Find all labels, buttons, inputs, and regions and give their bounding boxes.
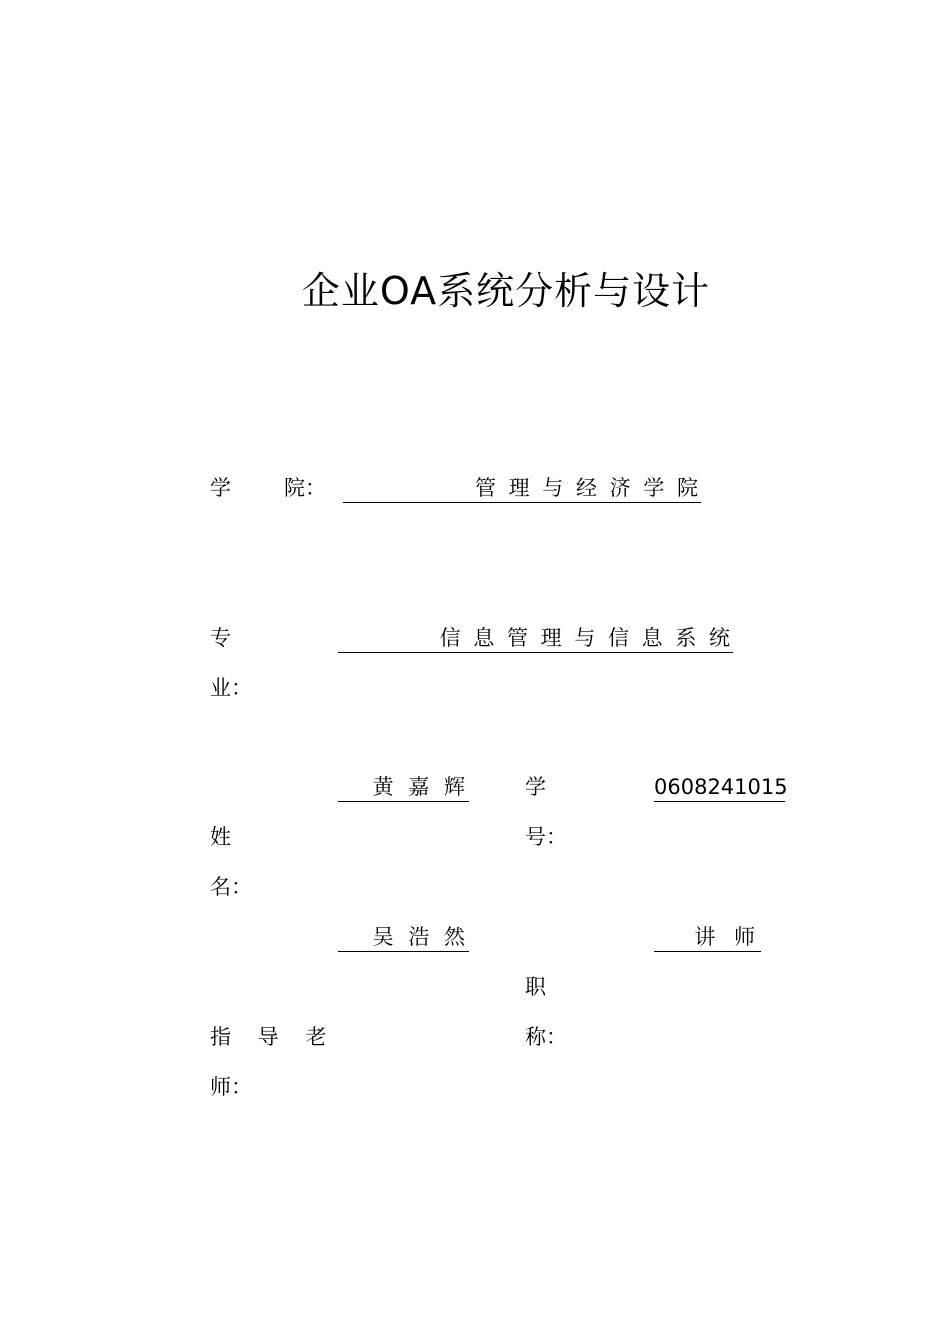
student-id-value-text: 0608241015 bbox=[654, 775, 788, 799]
name-value-text: 黄 嘉 辉 bbox=[372, 775, 469, 799]
student-id-label-char: 学 bbox=[525, 775, 546, 799]
college-label-suffix: 院： bbox=[284, 476, 326, 500]
name-label-char: 姓 bbox=[210, 825, 231, 849]
document-title: 企业OA系统分析与设计 bbox=[301, 269, 711, 313]
college-value bbox=[343, 478, 701, 503]
advisor-value-text: 吴 浩 然 bbox=[372, 925, 469, 949]
name-label-suffix: 名： bbox=[210, 875, 252, 899]
title-rank-label-char: 职 bbox=[525, 975, 546, 999]
major-value-text: 信 息 管 理 与 信 息 系 统 bbox=[439, 626, 733, 650]
advisor-label-suffix: 师： bbox=[210, 1075, 252, 1099]
title-rank-value-text: 讲 师 bbox=[694, 925, 761, 949]
major-label-suffix: 业： bbox=[210, 676, 252, 700]
name-value bbox=[338, 777, 469, 802]
title-rank-value bbox=[654, 927, 761, 952]
college-value-text: 管 理 与 经 济 学 院 bbox=[474, 476, 701, 500]
major-label-char: 专 bbox=[210, 626, 231, 650]
student-id-value bbox=[654, 775, 788, 802]
college-label-char: 学 bbox=[210, 476, 231, 500]
advisor-value bbox=[338, 927, 469, 952]
advisor-label-chars: 指 导 老 bbox=[210, 1025, 337, 1049]
student-id-label-suffix: 号： bbox=[525, 825, 567, 849]
title-rank-label-suffix: 称： bbox=[525, 1025, 567, 1049]
major-value bbox=[338, 628, 733, 653]
